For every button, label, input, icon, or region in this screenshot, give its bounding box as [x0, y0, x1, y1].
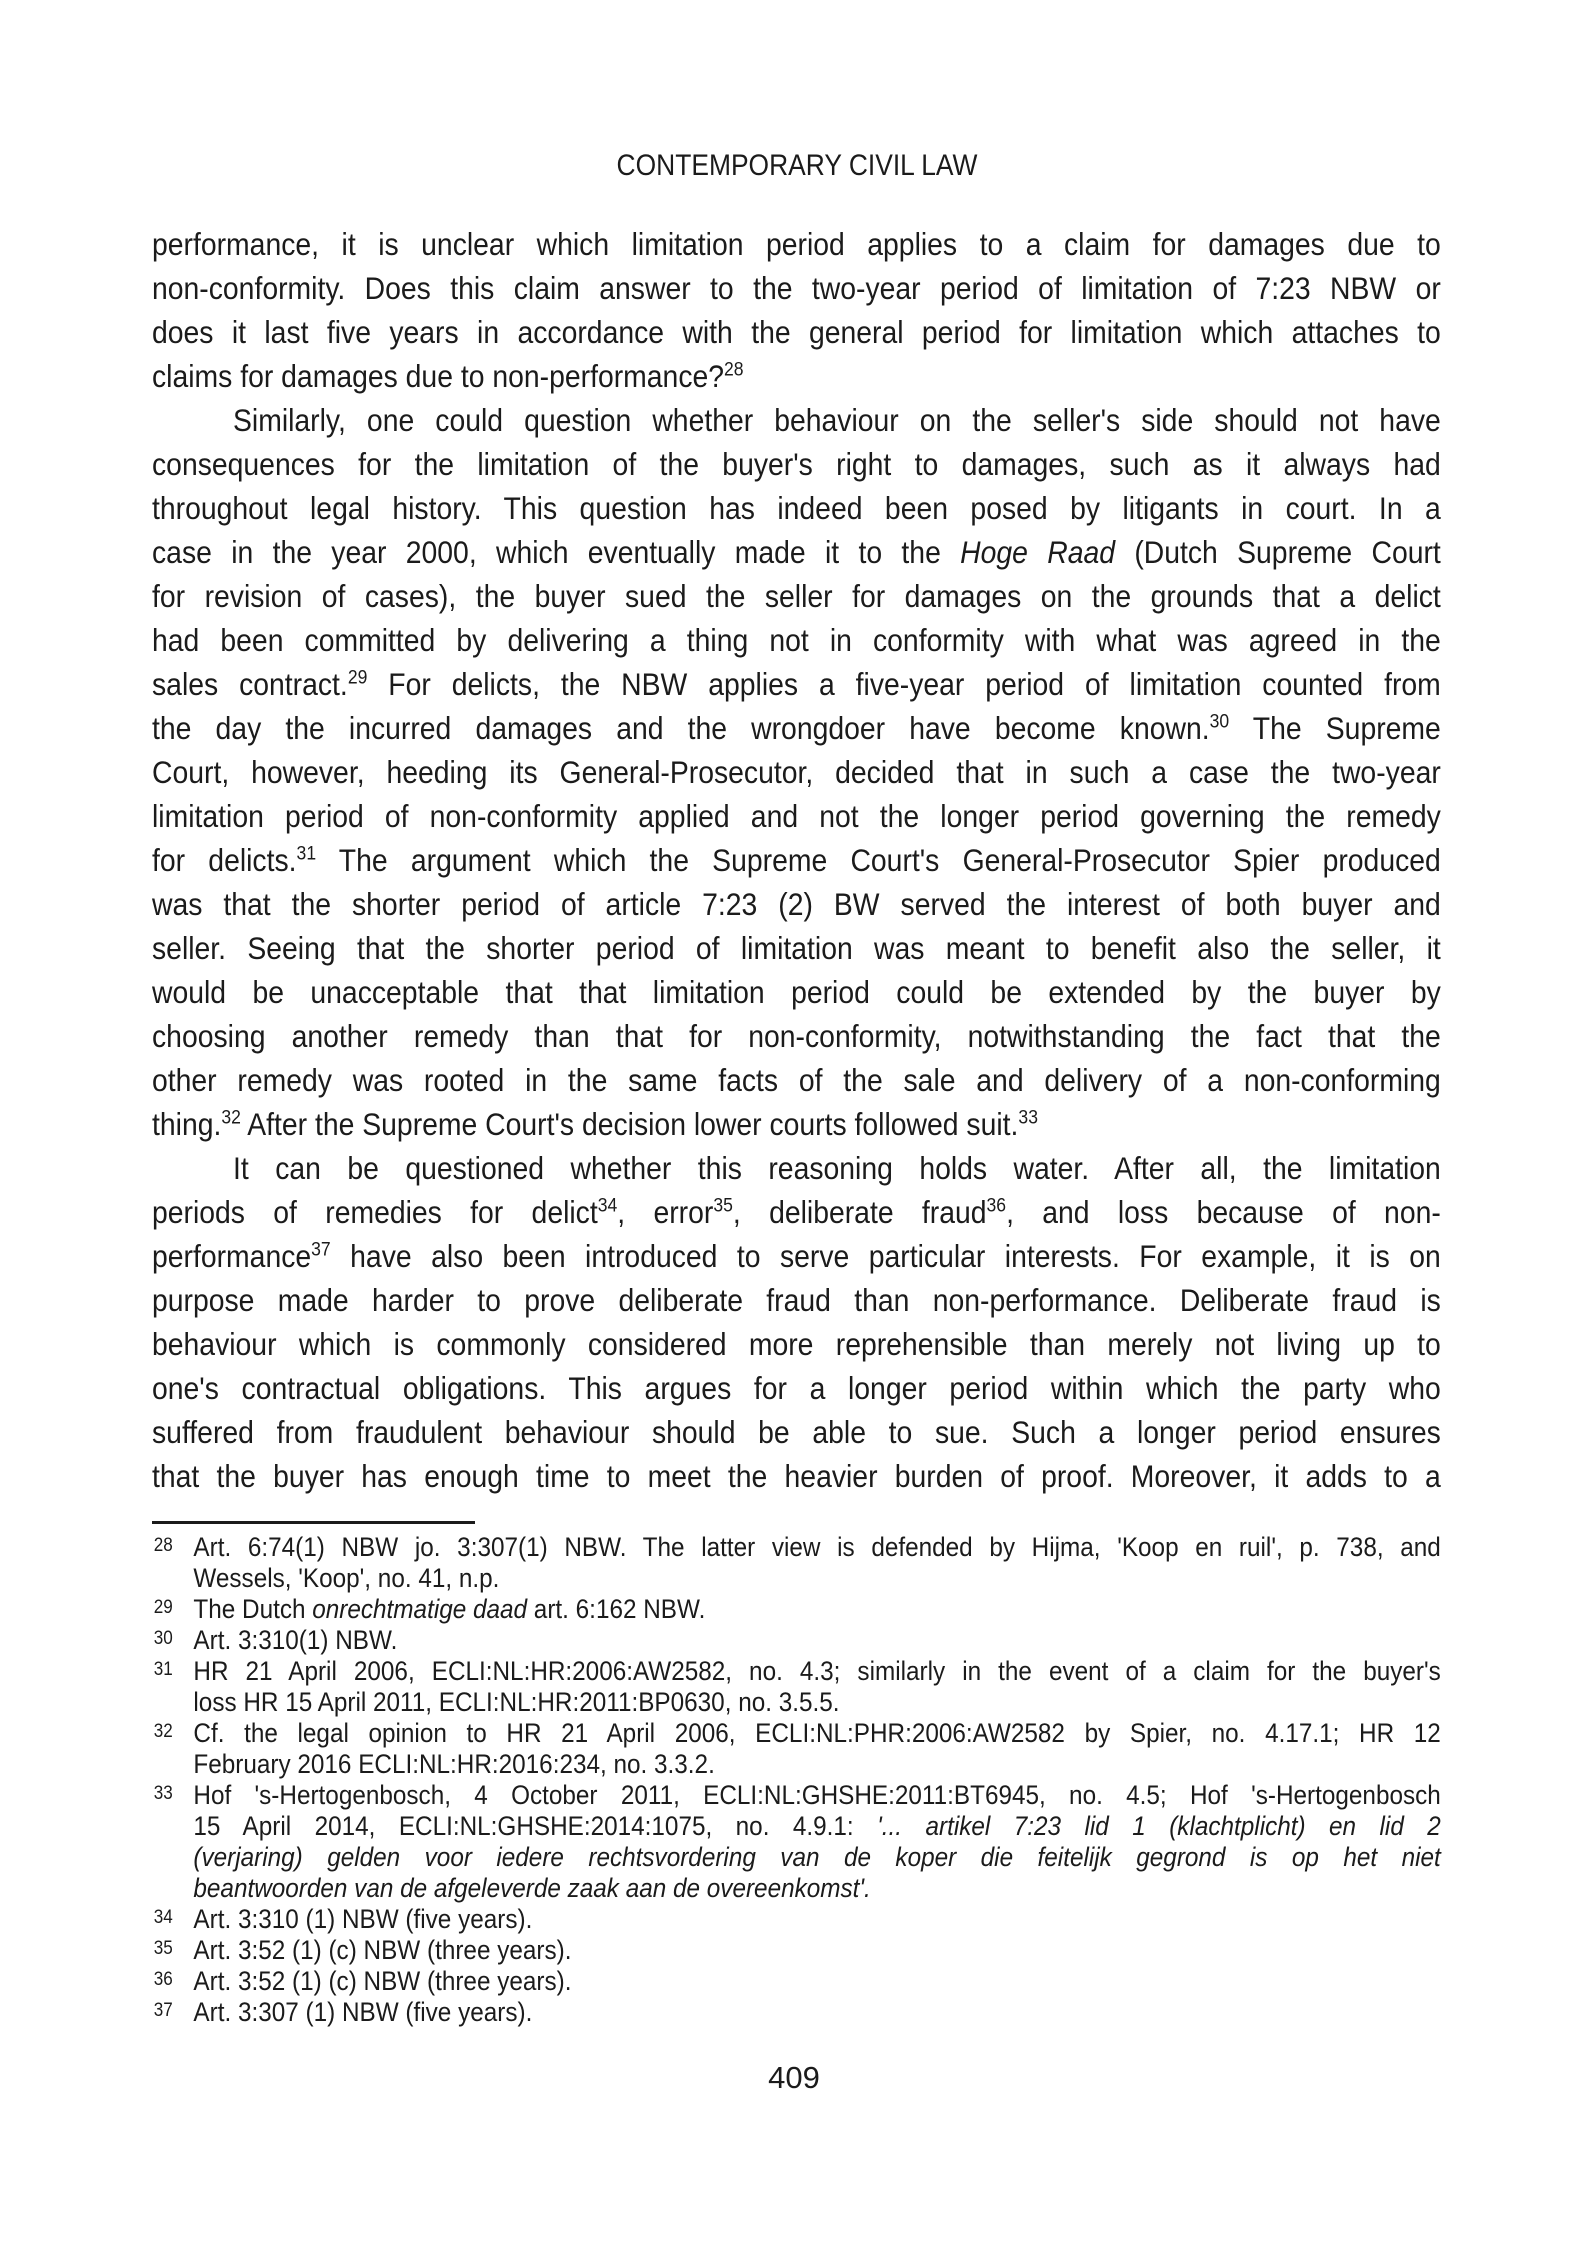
text-line: sales contract.$^{29}$ For delicts, the NBW applies a five-year period of limitation counted from: [152, 666, 1441, 702]
footnote-item: [152, 1625, 1441, 1656]
footnote-line: HR 21 April 2006, ECLI:NL:HR:2006:AW2582, no. 4.3; similarly in the event of a claim for the buyer's: [193, 1656, 1441, 1686]
footnote-line: Wessels, 'Koop', no. 41, n.p.: [193, 1563, 500, 1593]
footnote-item: [152, 1532, 1441, 1594]
footnote-line: Art. 3:52 (1) (c) NBW (three years).: [193, 1966, 572, 1996]
footnote-item: [152, 1656, 1441, 1718]
footnote-item: [152, 1594, 1441, 1625]
page-number: 409: [768, 2060, 820, 2095]
footnote-line: [193, 1842, 1440, 1873]
text-line: behaviour which is commonly considered more reprehensible than merely not living up to: [152, 1326, 1441, 1362]
text-line: that the buyer has enough time to meet the heavier burden of proof. Moreover, it adds to a: [152, 1458, 1441, 1494]
text-line: throughout legal history. This question has indeed been posed by litigants in court. In a: [152, 490, 1441, 526]
footnote-ref: 36: [986, 1194, 1007, 1217]
text-line: It can be questioned whether this reasoning holds water. After all, the limitation: [233, 1150, 1441, 1186]
italic-text: Hoge Raad: [960, 534, 1116, 570]
text-line: performance, it is unclear which limitation period applies to a claim for damages due to: [152, 226, 1441, 262]
footnote-ref: 32: [221, 1106, 241, 1129]
text-line: seller. Seeing that the shorter period of limitation was meant to benefit also the seller, it: [152, 930, 1441, 966]
footnote-line: The Dutch onrechtmatige daad art. 6:162 NBW.: [193, 1594, 706, 1624]
text-line: periods of remedies for delict$^{34}$, error$^{35}$, deliberate fraud$^{36}$, and loss because of non-: [152, 1194, 1441, 1230]
footnote-number: 33: [153, 1783, 173, 1804]
text-line: consequences for the limitation of the buyer's right to damages, such as it always had: [152, 446, 1441, 482]
footnote-ref: 35: [713, 1194, 733, 1217]
text-line: Similarly, one could question whether behaviour on the seller's side should not have: [233, 402, 1441, 438]
footnote-ref: 30: [1209, 710, 1230, 733]
footnote-ref: 34: [597, 1194, 618, 1217]
footnote-line: Cf. the legal opinion to HR 21 April 2006, ECLI:NL:PHR:2006:AW2582 by Spier, no. 4.17.1; HR 12: [193, 1718, 1441, 1748]
text-line: had been committed by delivering a thing not in conformity with what was agreed in the: [152, 622, 1441, 658]
footnote-number: 31: [153, 1659, 173, 1680]
footnote-separator: [152, 1521, 475, 1524]
footnote-number: 32: [153, 1721, 173, 1742]
text-line: Court, however, heeding its General-Prosecutor, decided that in such a case the two-year: [152, 754, 1441, 790]
footnote-number: 35: [153, 1938, 173, 1959]
text-line: was that the shorter period of article 7:23 (2) BW served the interest of both buyer and: [152, 886, 1441, 922]
footnote-line: 15 April 2014, ECLI:NL:GHSHE:2014:1075, no. 4.9.1: '... artikel 7:23 lid 1 (klachtplicht) en lid 2: [193, 1811, 1441, 1841]
text-line: limitation period of non-conformity applied and not the longer period governing the remedy: [152, 798, 1441, 834]
text-line: for delicts.$^{31}$ The argument which the Supreme Court's General-Prosecutor Spier produced: [152, 842, 1441, 878]
text-line: choosing another remedy than that for non-conformity, notwithstanding the fact that the: [152, 1018, 1441, 1054]
italic-text: '... artikel 7:23 lid 1 (klachtplicht) en lid 2: [877, 1811, 1441, 1841]
footnote-ref: 37: [311, 1238, 331, 1261]
text-line: non-conformity. Does this claim answer to the two-year period of limitation of 7:23 NBW or: [152, 270, 1441, 306]
footnote-item: [152, 1935, 1441, 1966]
footnote-ref: 31: [296, 842, 317, 865]
footnote-ref: 28: [724, 358, 744, 381]
text-line: would be unacceptable that that limitation period could be extended by the buyer by: [152, 974, 1441, 1010]
text-line: case in the year 2000, which eventually made it to the Hoge Raad (Dutch Supreme Court: [152, 534, 1441, 570]
footnote-item: [152, 1966, 1441, 1997]
text-line: the day the incurred damages and the wrongdoer have become known.$^{30}$ The Supreme: [152, 710, 1441, 746]
text-line: performance$^{37}$ have also been introduced to serve particular interests. For example, it is on: [152, 1238, 1441, 1274]
text-line: suffered from fraudulent behaviour should be able to sue. Such a longer period ensures: [152, 1414, 1441, 1450]
footnote-line: Art. 3:310(1) NBW.: [193, 1625, 398, 1655]
text-line: for revision of cases), the buyer sued the seller for damages on the grounds that a delict: [152, 578, 1441, 614]
footnote-number: 28: [153, 1535, 173, 1556]
footnote-line: Hof 's-Hertogenbosch, 4 October 2011, ECLI:NL:GHSHE:2011:BT6945, no. 4.5; Hof 's-Hertogenbosch: [193, 1780, 1441, 1810]
footnote-item: [152, 1780, 1441, 1904]
text-line: does it last five years in accordance with the general period for limitation which attaches to: [152, 314, 1441, 350]
footnote-line: loss HR 15 April 2011, ECLI:NL:HR:2011:BP0630, no. 3.5.5.: [193, 1687, 840, 1717]
text-line: claims for damages due to non-performance?$^{28}$: [152, 358, 744, 394]
text-line: one's contractual obligations. This argues for a longer period within which the party who: [152, 1370, 1441, 1406]
footnote-ref: 33: [1018, 1106, 1038, 1129]
footnote-number: 36: [153, 1969, 173, 1990]
running-head: CONTEMPORARY CIVIL LAW: [616, 149, 978, 182]
footnote-ref: 29: [347, 666, 368, 689]
footnote-number: 30: [153, 1628, 173, 1649]
footnotes: [152, 1532, 1441, 2028]
text-line: thing.$^{32}$ After the Supreme Court's decision lower courts followed suit.$^{33}$: [152, 1106, 1038, 1142]
italic-text: (verjaring) gelden voor iedere rechtsvordering van de koper die feitelijk gegrond is op het niet: [193, 1842, 1441, 1872]
body-text: [152, 222, 1441, 1498]
footnote-line: [193, 1873, 1440, 1904]
footnote-line: February 2016 ECLI:NL:HR:2016:234, no. 3.3.2.: [193, 1749, 715, 1779]
footnote-line: Art. 3:307 (1) NBW (five years).: [193, 1997, 533, 2027]
footnote-item: [152, 1997, 1441, 2028]
footnote-line: Art. 3:52 (1) (c) NBW (three years).: [193, 1935, 572, 1965]
footnote-item: [152, 1904, 1441, 1935]
italic-text: onrechtmatige daad: [312, 1594, 528, 1624]
footnote-number: 34: [153, 1907, 173, 1928]
footnote-line: Art. 6:74(1) NBW jo. 3:307(1) NBW. The latter view is defended by Hijma, 'Koop en ruil', p. 738, and: [193, 1532, 1441, 1562]
text-line: purpose made harder to prove deliberate fraud than non-performance. Deliberate fraud is: [152, 1282, 1441, 1318]
text-line: other remedy was rooted in the same facts of the sale and delivery of a non-conforming: [152, 1062, 1441, 1098]
footnote-number: 29: [153, 1597, 173, 1618]
italic-text: beantwoorden van de afgeleverde zaak aan de overeenkomst'.: [193, 1873, 871, 1903]
footnote-number: 37: [153, 2000, 173, 2021]
footnote-item: [152, 1718, 1441, 1780]
footnote-line: Art. 3:310 (1) NBW (five years).: [193, 1904, 533, 1934]
